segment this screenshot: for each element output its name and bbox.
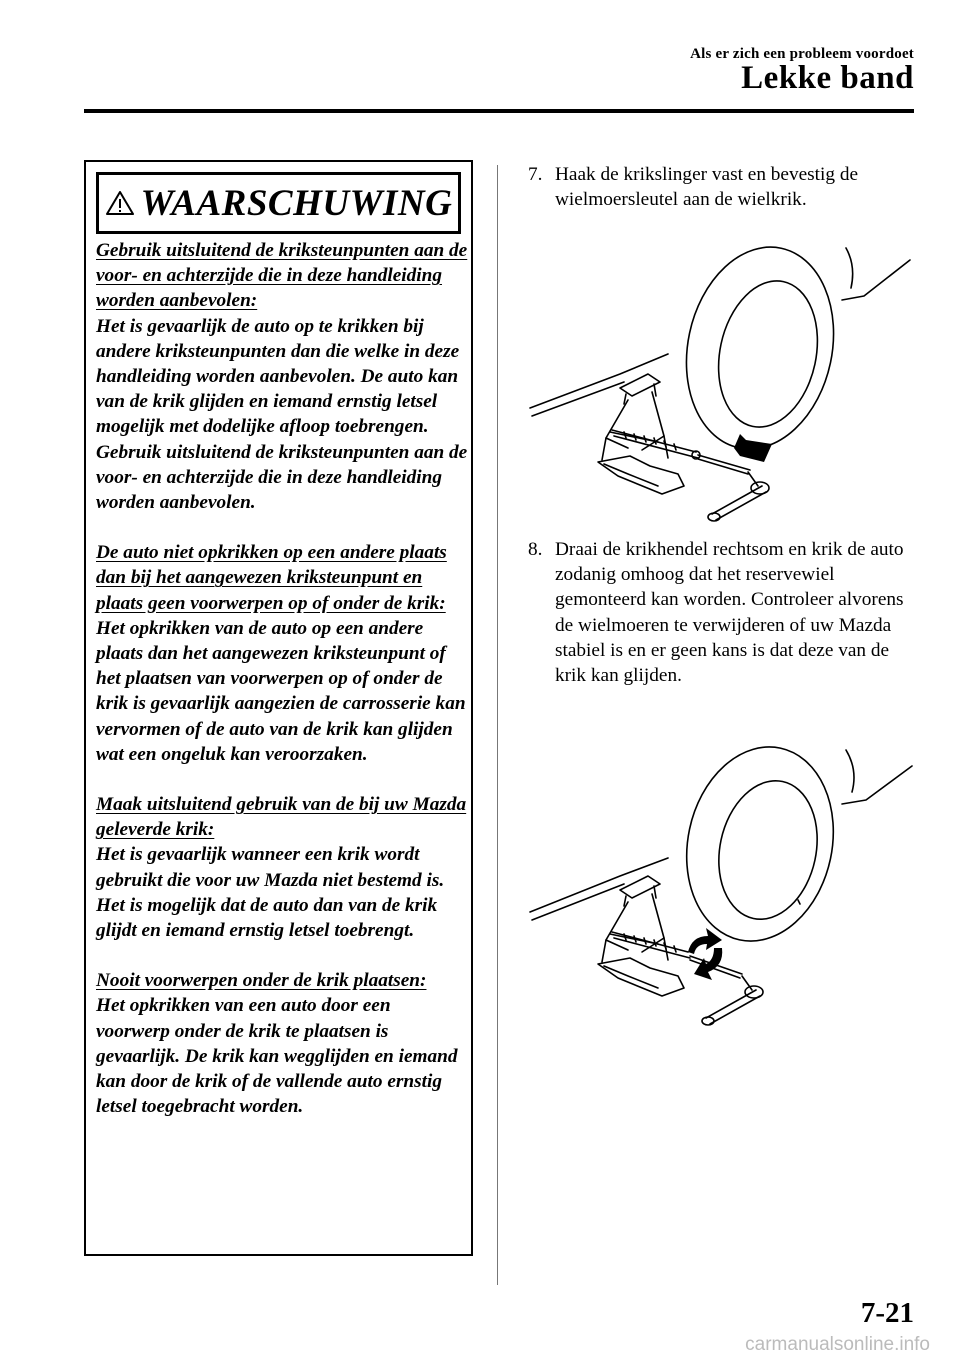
jack-raising-illustration xyxy=(528,740,918,1038)
warning-heading: De auto niet opkrikken op een andere plaats dan bij het aangewezen kriksteunpunt en plaats geen voorwerpen op of onder de krik: xyxy=(96,542,447,614)
warning-body xyxy=(96,238,468,1120)
step-7 xyxy=(528,162,920,212)
warning-text: Het opkrikken van de auto op een andere plaats dan het aangewezen kriksteunpunt of het plaatsen van voorwerpen op of onder de krik is gevaarlijk aangezien de carrosserie kan vervormen of de auto van de krik kan glijden wat een ongeluk kan veroorzaken. xyxy=(96,617,466,765)
section-header: Als er zich een probleem voordoet xyxy=(690,46,914,62)
step-text: Haak de krikslinger vast en bevestig de wielmoersleutel aan de wielkrik. xyxy=(555,164,859,211)
warning-block xyxy=(96,792,468,943)
warning-text: Het is gevaarlijk de auto op te krikken bij andere kriksteunpunten dan die welke in deze handleiding worden aanbevolen. De auto kan van de krik glijden en iemand ernstig letsel mogelijk met dodelijke afloop toebrengen. Gebruik uitsluitend de kriksteunpunten aan de voor- en achterzijde die in deze handleiding worden aanbevolen. xyxy=(96,315,468,514)
warning-heading: Nooit voorwerpen onder de krik plaatsen: xyxy=(96,970,427,992)
warning-block xyxy=(96,968,468,1119)
column-divider xyxy=(497,165,498,1285)
page-title: Lekke band xyxy=(741,60,914,96)
warning-triangle-icon xyxy=(105,190,135,216)
jack-handle-illustration xyxy=(528,236,918,528)
warning-heading: Gebruik uitsluitend de kriksteunpunten aan de voor- en achterzijde die in deze handleiding worden aanbevolen: xyxy=(96,240,468,312)
step-8 xyxy=(528,537,920,688)
warning-block xyxy=(96,540,468,767)
warning-title: WAARSCHUWING xyxy=(140,182,453,224)
step-number: 7. xyxy=(528,164,543,185)
warning-block xyxy=(96,238,468,515)
step-text: Draai de krikhendel rechtsom en krik de auto zodanig omhoog dat het reservewiel gemonteerd kan worden. Controleer alvorens de wielmoeren te verwijderen of uw Mazda stabiel is en er geen kans is dat deze van de krik kan glijden. xyxy=(555,539,904,687)
page-number: 7-21 xyxy=(860,1297,914,1329)
warning-box xyxy=(84,160,473,1256)
warning-text: Het is gevaarlijk wanneer een krik wordt gebruikt die voor uw Mazda niet bestemd is. Het is mogelijk dat de auto dan van de krik glijdt en iemand ernstig letsel toebrengt. xyxy=(96,844,445,942)
watermark: carmanualsonline.info xyxy=(745,1334,930,1355)
warning-heading: Maak uitsluitend gebruik van de bij uw Mazda geleverde krik: xyxy=(96,794,467,841)
warning-text: Het opkrikken van een auto door een voorwerp onder de krik te plaatsen is gevaarlijk. De krik kan wegglijden en iemand kan door de krik of de vallende auto ernstig letsel toegebracht worden. xyxy=(96,995,458,1118)
header-rule xyxy=(84,109,914,113)
warning-banner xyxy=(96,172,461,234)
step-number: 8. xyxy=(528,539,543,560)
